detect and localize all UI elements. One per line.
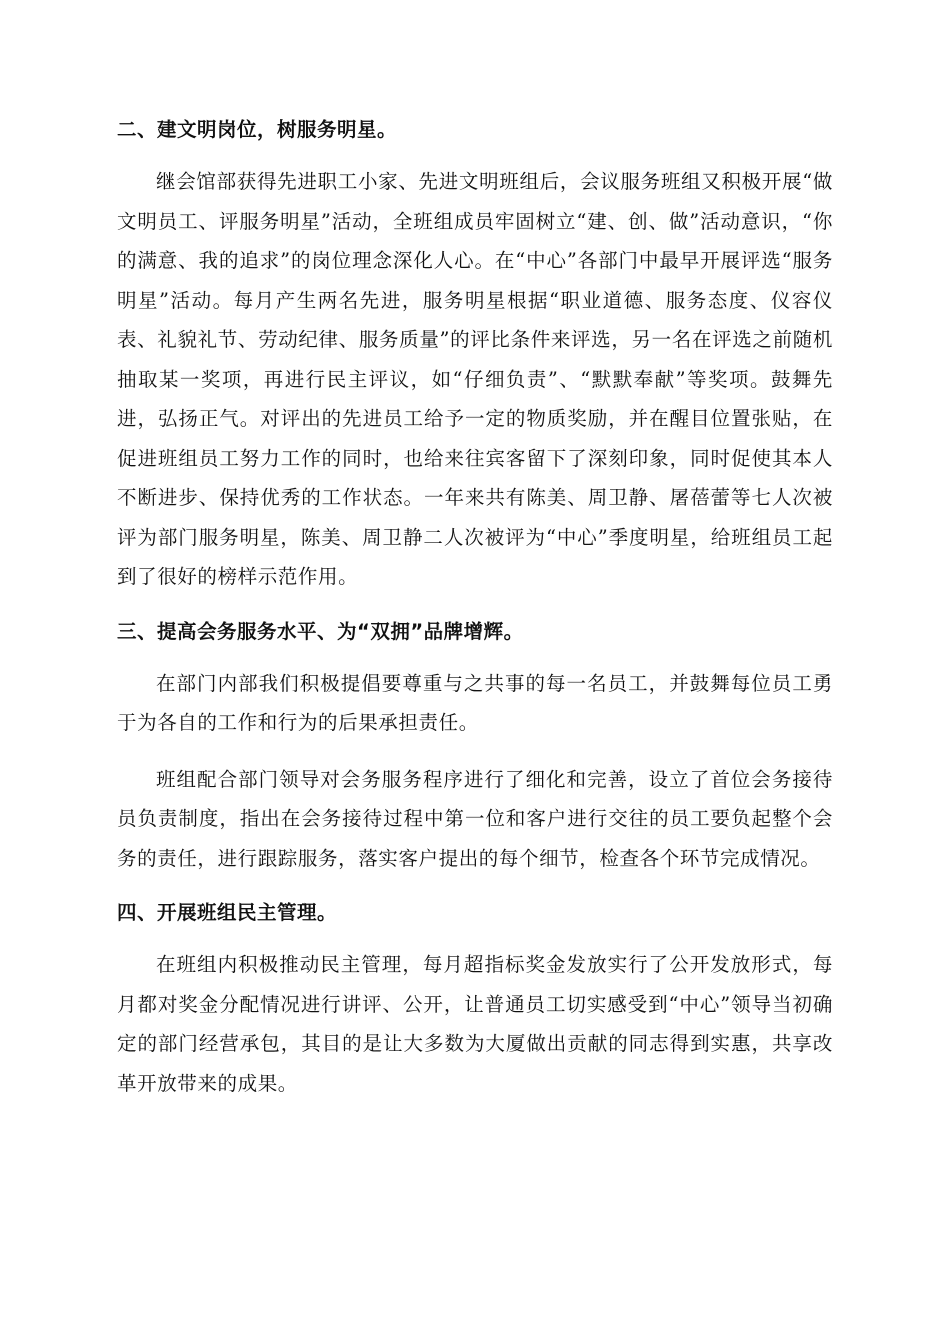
paragraph: 在部门内部我们积极提倡要尊重与之共事的每一名员工，并鼓舞每位员工勇于为各自的工作和行为的后果承担责任。 [117,671,833,734]
section-heading-2: 二、建文明岗位，树服务明星。 [117,118,398,141]
paragraph: 在班组内积极推动民主管理，每月超指标奖金发放实行了公开发放形式，每月都对奖金分配情况进行讲评、公开，让普通员工切实感受到“中心”领导当初确定的部门经营承包，其目的是让大多数为大厦做出贡献的同志得到实惠，共享改革开放带来的成果。 [117,953,833,1095]
paragraph: 继会馆部获得先进职工小家、先进文明班组后，会议服务班组又积极开展“做文明员工、评服务明星”活动，全班组成员牢固树立“建、创、做”活动意识，“你的满意、我的追求”的岗位理念深化人心。在“中心”各部门中最早开展评选“服务明星”活动。每月产生两名先进，服务明星根据“职业道德、服务态度、仪容仪表、礼貌礼节、劳动纪律、服务质量”的评比条件来评选，另一名在评选之前随机抽取某一奖项，再进行民主评议，如“仔细负责”、“默默奉献”等奖项。鼓舞先进，弘扬正气。对评出的先进员工给予一定的物质奖励，并在醒目位置张贴，在促进班组员工努力工作的同时，也给来往宾客留下了深刻印象，同时促使其本人不断进步、保持优秀的工作状态。一年来共有陈美、周卫静、屠蓓蕾等七人次被评为部门服务明星，陈美、周卫静二人次被评为“中心”季度明星，给班组员工起到了很好的榜样示范作用。 [117,170,833,588]
document-body [117,112,833,1120]
section-heading-3: 三、提高会务服务水平、为“双拥”品牌增辉。 [117,619,524,643]
paragraph: 班组配合部门领导对会务服务程序进行了细化和完善，设立了首位会务接待员负责制度，指出在会务接待过程中第一位和客户进行交往的员工要负起整个会务的责任，进行跟踪服务，落实客户提出的每个细节，检查各个环节完成情况。 [117,767,833,870]
section-heading-4: 四、开展班组民主管理。 [117,901,338,924]
